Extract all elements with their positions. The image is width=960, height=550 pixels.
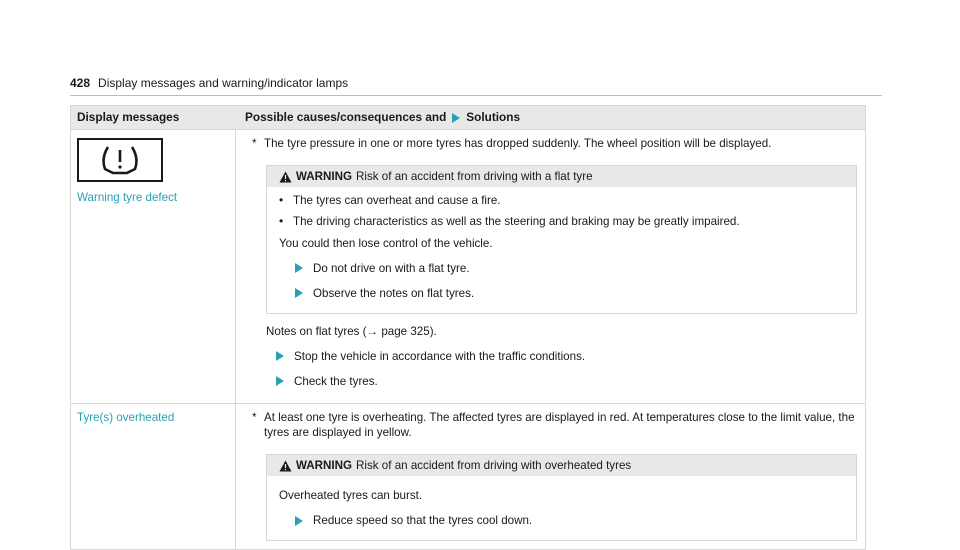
- warning-label: WARNING: [296, 170, 353, 184]
- col-header-causes-label: Possible causes/consequences and: [245, 110, 447, 124]
- warning-title: Risk of an accident from driving with a flat tyre: [356, 170, 593, 184]
- warning-box: [266, 454, 857, 541]
- list-item-text: The driving characteristics as well as the steering and braking may be greatly impaired.: [293, 215, 740, 229]
- arrow-right-icon: [295, 288, 303, 298]
- arrow-right-icon: [295, 516, 303, 526]
- display-messages-table: [70, 105, 866, 550]
- page-title: Display messages and warning/indicator lamps: [98, 76, 349, 90]
- col-header-solutions-label: Solutions: [466, 110, 521, 124]
- list-item: [279, 193, 848, 209]
- table-row: [71, 129, 865, 403]
- cause-text: [252, 136, 857, 151]
- cause-text-content: At least one tyre is overheating. The affected tyres are displayed in red. At temperatures close to the limit value, the tyres are displayed in yellow.: [264, 411, 855, 440]
- step-text: Do not drive on with a flat tyre.: [313, 261, 470, 275]
- table-header: [71, 106, 865, 129]
- message-label: Tyre(s) overheated: [77, 411, 175, 425]
- step-item: [285, 286, 848, 301]
- warning-body: [267, 187, 856, 312]
- col-header-causes: [235, 106, 865, 129]
- step-item: [266, 374, 857, 389]
- warning-text: You could then lose control of the vehicle.: [279, 236, 493, 250]
- arrow-right-icon: [276, 351, 284, 361]
- warning-triangle-icon: [279, 460, 292, 472]
- note-text: Notes on flat tyres (→ page 325).: [266, 324, 437, 338]
- cause-text-content: The tyre pressure in one or more tyres has dropped suddenly. The wheel position will be displayed.: [264, 137, 772, 151]
- warning-box: [266, 165, 857, 313]
- arrow-right-icon: [295, 263, 303, 273]
- cause-text: [252, 410, 857, 440]
- step-item: [266, 349, 857, 364]
- warning-header: [267, 166, 856, 187]
- table-row: [71, 403, 865, 549]
- step-text: Reduce speed so that the tyres cool down.: [313, 514, 533, 528]
- tyre-pressure-warning-icon: [77, 138, 163, 182]
- warning-body: [267, 476, 856, 540]
- bullet-icon: •: [279, 214, 284, 229]
- asterisk-icon: *: [252, 137, 257, 151]
- warning-title: Risk of an accident from driving with overheated tyres: [356, 459, 632, 473]
- solution-cell: [236, 130, 865, 403]
- message-cell: [71, 130, 236, 403]
- arrow-right-icon: [276, 376, 284, 386]
- warning-triangle-icon: [279, 171, 292, 183]
- step-item: [285, 513, 848, 528]
- step-text: Observe the notes on flat tyres.: [313, 286, 475, 300]
- solution-cell: [236, 404, 865, 549]
- col-header-display-messages: Display messages: [77, 110, 180, 124]
- step-text: Check the tyres.: [294, 374, 378, 388]
- warning-text: Overheated tyres can burst.: [279, 489, 423, 503]
- warning-label: WARNING: [296, 459, 353, 473]
- warning-header: [267, 455, 856, 476]
- step-item: [285, 261, 848, 276]
- arrow-right-icon: [452, 113, 460, 123]
- message-cell: [71, 404, 236, 549]
- message-label: Warning tyre defect: [77, 191, 178, 205]
- step-text: Stop the vehicle in accordance with the traffic conditions.: [294, 349, 586, 363]
- page-number: 428: [70, 76, 91, 90]
- page-header: [70, 76, 882, 96]
- bullet-icon: •: [279, 193, 284, 208]
- asterisk-icon: *: [252, 411, 257, 425]
- list-item: [279, 214, 848, 230]
- list-item-text: The tyres can overheat and cause a fire.: [293, 194, 501, 208]
